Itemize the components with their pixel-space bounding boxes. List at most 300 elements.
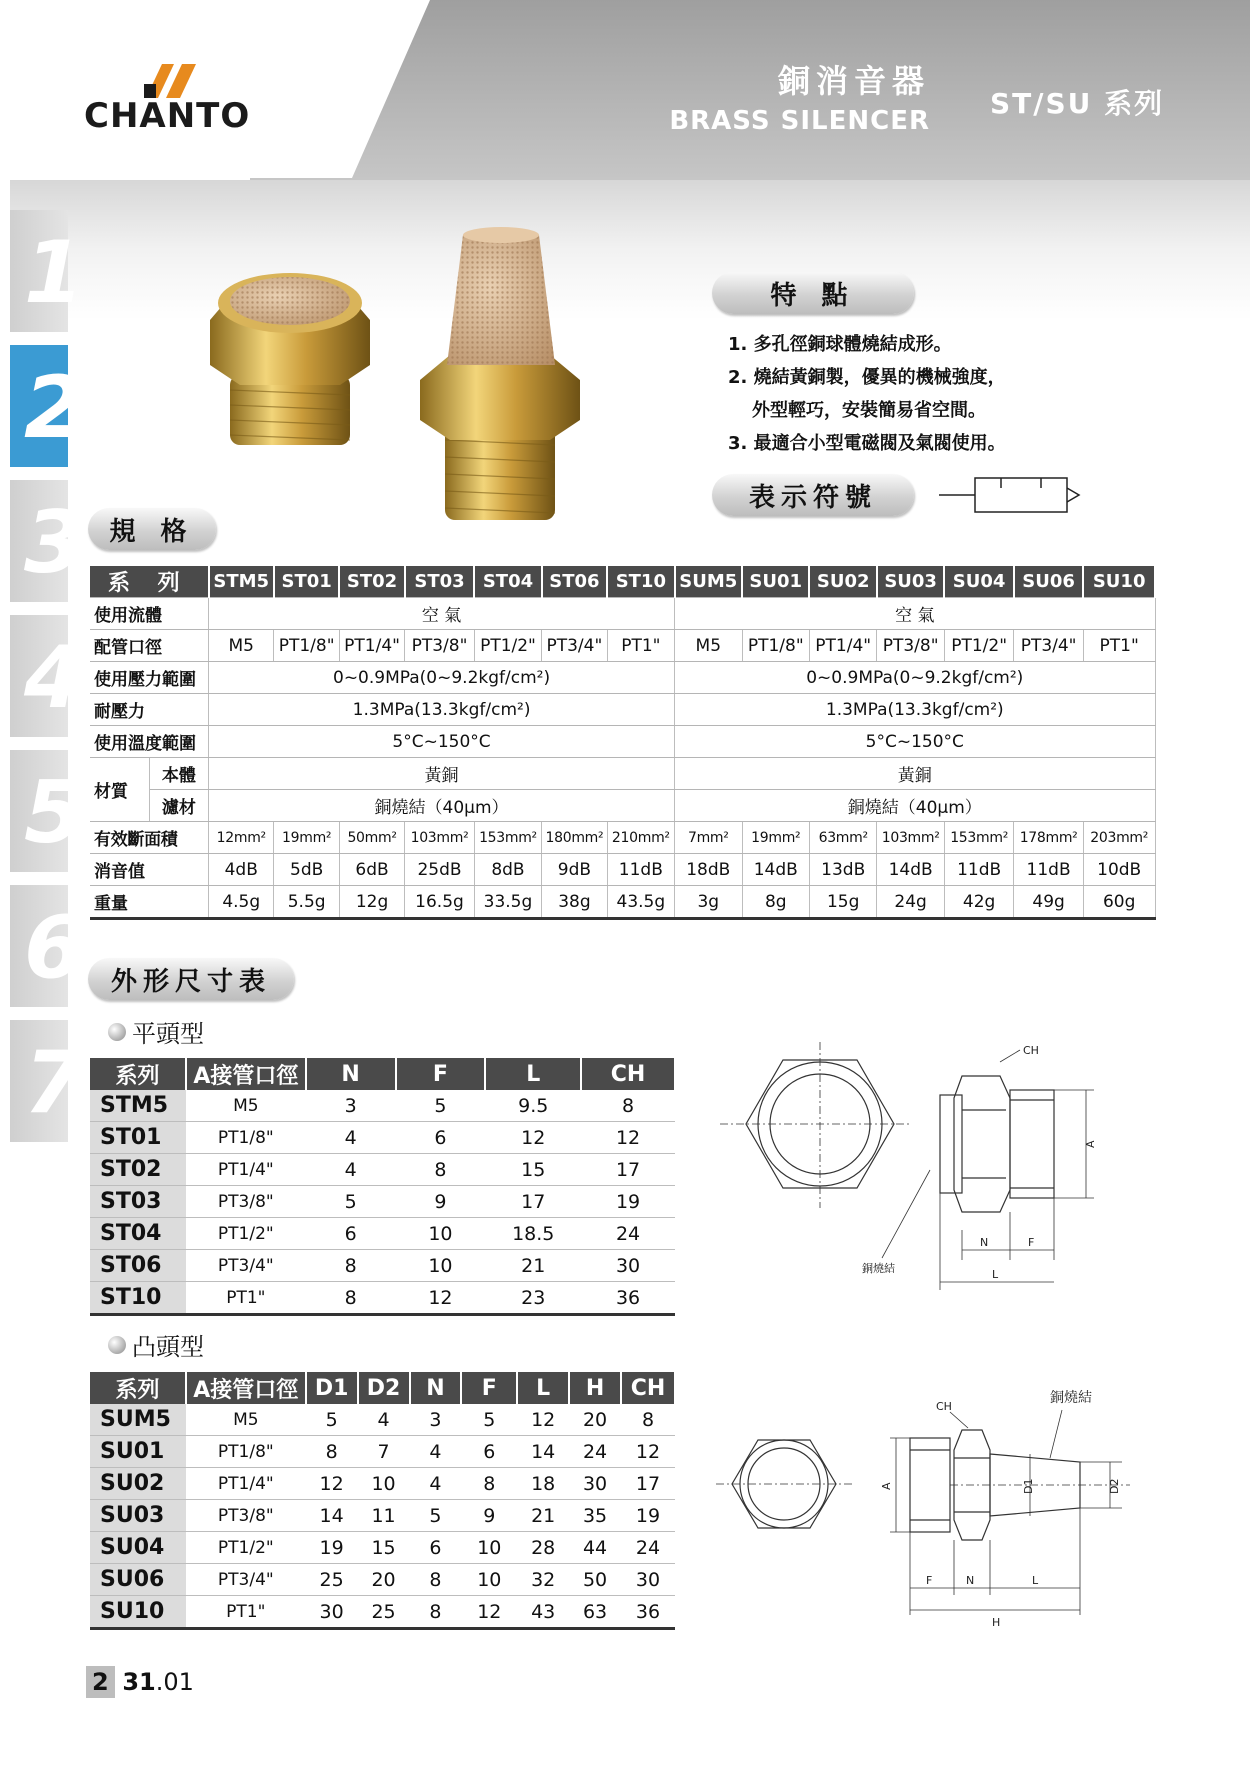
dim-cell: 17 — [621, 1468, 675, 1500]
chapter-tab-label: 6 — [24, 898, 84, 998]
dim-header: D2 — [358, 1372, 410, 1404]
drawing-label-f: F — [1028, 1236, 1035, 1249]
spec-cell: PT1" — [607, 630, 674, 662]
spec-cell: M5 — [209, 630, 274, 662]
spec-row-label: 使用溫度範圍 — [90, 726, 209, 758]
dim-cell: 6 — [306, 1218, 396, 1250]
spec-row-noise — [90, 854, 1155, 886]
spec-header-model: ST03 — [405, 566, 474, 598]
spec-cell: 11dB — [944, 854, 1013, 886]
convex-type-body — [90, 1404, 675, 1629]
spec-row-temperature — [90, 726, 1155, 758]
dim-row — [90, 1564, 675, 1596]
dim-model-cell: ST10 — [90, 1282, 186, 1315]
spec-cell: 黃銅 — [209, 758, 675, 790]
spec-cell: 50mm² — [339, 822, 404, 854]
page-number-sub: .01 — [155, 1668, 194, 1696]
chapter-tab-label: 1 — [24, 223, 84, 323]
spec-header-model: SU01 — [742, 566, 809, 598]
dim-header: F — [461, 1372, 517, 1404]
spec-header-model: ST02 — [339, 566, 404, 598]
dim-cell: PT3/4" — [186, 1564, 306, 1596]
spec-header-model: SU02 — [809, 566, 876, 598]
dim-cell: 4 — [306, 1154, 396, 1186]
spec-cell: 8g — [742, 886, 809, 919]
dim-cell: 10 — [396, 1250, 486, 1282]
spec-cell: 3g — [675, 886, 742, 919]
spec-header-model: SU04 — [944, 566, 1013, 598]
bullet-icon — [108, 1023, 126, 1041]
spec-row-label: 消音值 — [90, 854, 209, 886]
dim-header-row — [90, 1372, 675, 1404]
brand-logo-text: CHANTO — [84, 96, 251, 136]
dim-header: CH — [621, 1372, 675, 1404]
dim-header: A接管口徑 — [186, 1372, 306, 1404]
dim-cell: 4 — [306, 1122, 396, 1154]
product-photo — [195, 225, 615, 535]
dim-cell: 18 — [517, 1468, 569, 1500]
spec-cell: PT1/4" — [339, 630, 404, 662]
dim-header: H — [569, 1372, 621, 1404]
spec-cell: 11dB — [607, 854, 674, 886]
spec-cell: PT3/8" — [405, 630, 474, 662]
dim-cell: 50 — [569, 1564, 621, 1596]
dim-header: L — [485, 1058, 581, 1090]
spec-heading: 規 格 — [88, 508, 216, 550]
dim-model-cell: SU04 — [90, 1532, 186, 1564]
spec-cell: 38g — [542, 886, 607, 919]
dim-cell: 20 — [358, 1564, 410, 1596]
spec-header-model: SU10 — [1083, 566, 1155, 598]
dim-model-cell: ST06 — [90, 1250, 186, 1282]
spec-table — [90, 566, 1156, 920]
dim-cell: 3 — [410, 1404, 462, 1436]
dim-cell: 19 — [621, 1500, 675, 1532]
dim-cell: 8 — [461, 1468, 517, 1500]
dim-cell: 4 — [410, 1468, 462, 1500]
drawing-label-a: A — [880, 1482, 893, 1490]
dim-cell: 23 — [485, 1282, 581, 1315]
drawing-label-ch: CH — [1023, 1044, 1039, 1057]
dim-row — [90, 1122, 675, 1154]
spec-cell: 25dB — [405, 854, 474, 886]
chapter-tab-label: 5 — [24, 763, 84, 863]
dim-cell: 8 — [410, 1564, 462, 1596]
dim-cell: 5 — [461, 1404, 517, 1436]
dim-cell: M5 — [186, 1404, 306, 1436]
dim-header: D1 — [306, 1372, 358, 1404]
dim-cell: 36 — [621, 1596, 675, 1629]
spec-cell: 5.5g — [274, 886, 339, 919]
feature-item: 外型輕巧，安裝簡易省空間。 — [752, 400, 986, 421]
flat-type-body — [90, 1090, 675, 1315]
dim-model-cell: SU03 — [90, 1500, 186, 1532]
spec-cell: 13dB — [809, 854, 876, 886]
spec-row-sublabel: 濾材 — [149, 790, 208, 822]
dim-cell: PT1/4" — [186, 1154, 306, 1186]
dim-row — [90, 1250, 675, 1282]
convex-type-heading — [108, 1327, 204, 1362]
dim-header-row — [90, 1058, 675, 1090]
spec-row-fluid — [90, 598, 1155, 630]
spec-row-label: 重量 — [90, 886, 209, 919]
dim-row — [90, 1154, 675, 1186]
drawing-label-n: N — [980, 1236, 989, 1249]
dim-model-cell: SUM5 — [90, 1404, 186, 1436]
dim-cell: 12 — [396, 1282, 486, 1315]
dim-cell: 12 — [581, 1122, 675, 1154]
dim-cell: 14 — [306, 1500, 358, 1532]
spec-row-proof-pressure — [90, 694, 1155, 726]
spec-cell: 11dB — [1014, 854, 1083, 886]
dim-cell: 8 — [396, 1154, 486, 1186]
spec-cell: 黃銅 — [675, 758, 1155, 790]
spec-cell: PT3/4" — [1014, 630, 1083, 662]
dimensions-heading: 外形尺寸表 — [88, 958, 294, 1000]
spec-cell: 6dB — [339, 854, 404, 886]
dim-cell: 11 — [358, 1500, 410, 1532]
drawing-label-n: N — [966, 1574, 975, 1587]
page-number-main: 31 — [122, 1668, 156, 1696]
spec-cell: 19mm² — [742, 822, 809, 854]
dim-row — [90, 1186, 675, 1218]
dim-cell: 24 — [581, 1218, 675, 1250]
dim-cell: 15 — [485, 1154, 581, 1186]
dim-cell: 17 — [485, 1186, 581, 1218]
spec-cell: PT3/4" — [542, 630, 607, 662]
spec-cell: 60g — [1083, 886, 1155, 919]
spec-cell: 空 氣 — [209, 598, 675, 630]
drawing-label-sinter: 銅燒結 — [862, 1262, 895, 1275]
dim-row — [90, 1468, 675, 1500]
dim-row — [90, 1090, 675, 1122]
spec-row-label: 耐壓力 — [90, 694, 209, 726]
flat-type-drawing — [710, 1040, 1130, 1310]
spec-cell: 24g — [877, 886, 944, 919]
dim-cell: PT1/8" — [186, 1122, 306, 1154]
dim-cell: 24 — [569, 1436, 621, 1468]
spec-row-label: 材質 — [90, 758, 149, 822]
drawing-label-a: A — [1084, 1140, 1097, 1148]
spec-cell: 5°C~150°C — [675, 726, 1155, 758]
spec-cell: 18dB — [675, 854, 742, 886]
dim-cell: 20 — [569, 1404, 621, 1436]
dim-cell: 30 — [581, 1250, 675, 1282]
dim-header: 系列 — [90, 1058, 186, 1090]
spec-cell: PT1/8" — [274, 630, 339, 662]
dim-cell: 30 — [621, 1564, 675, 1596]
dim-cell: 8 — [306, 1436, 358, 1468]
dim-cell: 10 — [396, 1218, 486, 1250]
dim-cell: 8 — [306, 1250, 396, 1282]
dim-model-cell: ST02 — [90, 1154, 186, 1186]
spec-row-label: 使用壓力範圍 — [90, 662, 209, 694]
spec-cell: 空 氣 — [675, 598, 1155, 630]
feature-item: 2. 燒結黃銅製，優異的機械強度， — [728, 367, 1006, 388]
spec-cell: 42g — [944, 886, 1013, 919]
spec-cell: 153mm² — [944, 822, 1013, 854]
spec-cell: PT1/2" — [944, 630, 1013, 662]
dim-cell: 3 — [306, 1090, 396, 1122]
spec-cell: 103mm² — [877, 822, 944, 854]
chapter-tab-2[interactable] — [10, 345, 84, 467]
spec-cell: 180mm² — [542, 822, 607, 854]
spec-cell: 43.5g — [607, 886, 674, 919]
spec-cell: 5dB — [274, 854, 339, 886]
dim-row — [90, 1532, 675, 1564]
dim-model-cell: STM5 — [90, 1090, 186, 1122]
spec-cell: 103mm² — [405, 822, 474, 854]
spec-cell: 4dB — [209, 854, 274, 886]
dim-cell: PT3/8" — [186, 1186, 306, 1218]
spec-row-port — [90, 630, 1155, 662]
dim-cell: 8 — [306, 1282, 396, 1315]
spec-cell: PT3/8" — [877, 630, 944, 662]
spec-row-label: 配管口徑 — [90, 630, 209, 662]
spec-cell: PT1/4" — [809, 630, 876, 662]
page-title-chinese: 銅消音器 — [777, 62, 930, 100]
spec-cell: 14dB — [742, 854, 809, 886]
dim-cell: 8 — [581, 1090, 675, 1122]
spec-row-area — [90, 822, 1155, 854]
dim-cell: 12 — [621, 1436, 675, 1468]
spec-cell: 銅燒結（40μm） — [675, 790, 1155, 822]
dim-cell: 8 — [410, 1596, 462, 1629]
dim-cell: 14 — [517, 1436, 569, 1468]
dim-cell: 4 — [410, 1436, 462, 1468]
chanto-logo-icon — [140, 64, 200, 100]
spec-row-material-body — [90, 758, 1155, 790]
dim-model-cell: ST03 — [90, 1186, 186, 1218]
spec-cell: 63mm² — [809, 822, 876, 854]
dim-cell: 9.5 — [485, 1090, 581, 1122]
chapter-tab-4[interactable] — [10, 615, 84, 737]
features-heading: 特 點 — [712, 272, 914, 314]
dim-cell: M5 — [186, 1090, 306, 1122]
bullet-icon — [108, 1336, 126, 1354]
spec-cell: 1.3MPa(13.3kgf/cm²) — [209, 694, 675, 726]
dim-cell: 6 — [410, 1532, 462, 1564]
dim-model-cell: SU02 — [90, 1468, 186, 1500]
dim-cell: PT1/2" — [186, 1532, 306, 1564]
dim-header: F — [396, 1058, 486, 1090]
dim-cell: PT1" — [186, 1596, 306, 1629]
chapter-tab-7[interactable] — [10, 1020, 84, 1142]
dim-cell: 8 — [621, 1404, 675, 1436]
dim-cell: 10 — [461, 1532, 517, 1564]
drawing-label-h: H — [992, 1616, 1001, 1629]
spec-header-model: ST04 — [474, 566, 541, 598]
dim-cell: 4 — [358, 1404, 410, 1436]
chapter-tab-6[interactable] — [10, 885, 84, 1007]
drawing-label-d2: D2 — [1108, 1478, 1121, 1494]
chapter-tab-5[interactable] — [10, 750, 84, 872]
spec-cell: 10dB — [1083, 854, 1155, 886]
drawing-label-f: F — [926, 1574, 933, 1587]
spec-cell: 153mm² — [474, 822, 541, 854]
feature-item: 1. 多孔徑銅球體燒結成形。 — [728, 334, 952, 355]
dim-cell: 15 — [358, 1532, 410, 1564]
dim-header: CH — [581, 1058, 675, 1090]
spec-header-model: SU06 — [1014, 566, 1083, 598]
dim-cell: 25 — [306, 1564, 358, 1596]
spec-cell: 16.5g — [405, 886, 474, 919]
convex-type-table — [90, 1372, 676, 1630]
dim-cell: 21 — [517, 1500, 569, 1532]
spec-cell: PT1/8" — [742, 630, 809, 662]
spec-header-model: SUM5 — [675, 566, 742, 598]
dim-cell: 12 — [517, 1404, 569, 1436]
dim-model-cell: ST01 — [90, 1122, 186, 1154]
spec-cell: 1.3MPa(13.3kgf/cm²) — [675, 694, 1155, 726]
dim-cell: 10 — [358, 1468, 410, 1500]
spec-header-model: ST10 — [607, 566, 674, 598]
drawing-label-ch: CH — [936, 1400, 952, 1413]
spec-header-model: ST01 — [274, 566, 339, 598]
symbol-heading: 表示符號 — [712, 474, 914, 516]
dim-row — [90, 1282, 675, 1315]
spec-header-model: ST06 — [542, 566, 607, 598]
feature-item: 3. 最適合小型電磁閥及氣閥使用。 — [728, 433, 1006, 454]
dim-cell: 32 — [517, 1564, 569, 1596]
dim-cell: 12 — [485, 1122, 581, 1154]
features-list — [728, 328, 1006, 460]
dim-cell: 30 — [306, 1596, 358, 1629]
dim-cell: 43 — [517, 1596, 569, 1629]
spec-cell: 7mm² — [675, 822, 742, 854]
spec-row-sublabel: 本體 — [149, 758, 208, 790]
dim-model-cell: SU06 — [90, 1564, 186, 1596]
spec-cell: 12mm² — [209, 822, 274, 854]
dim-cell: 18.5 — [485, 1218, 581, 1250]
spec-cell: 銅燒結（40μm） — [209, 790, 675, 822]
spec-cell: 14dB — [877, 854, 944, 886]
chapter-tab-label: 4 — [24, 628, 84, 728]
dim-cell: 30 — [569, 1468, 621, 1500]
convex-type-drawing — [710, 1370, 1180, 1640]
spec-header-model: STM5 — [209, 566, 274, 598]
spec-header-row — [90, 566, 1155, 598]
spec-cell: 5°C~150°C — [209, 726, 675, 758]
flat-type-table — [90, 1058, 676, 1316]
dim-cell: 17 — [581, 1154, 675, 1186]
dim-cell: 5 — [410, 1500, 462, 1532]
spec-row-material-filter — [90, 790, 1155, 822]
drawing-label-sinter: 銅燒結 — [1050, 1390, 1092, 1406]
dim-header: 系列 — [90, 1372, 186, 1404]
dim-cell: 6 — [461, 1436, 517, 1468]
spec-cell: 9dB — [542, 854, 607, 886]
spec-cell: 8dB — [474, 854, 541, 886]
dim-cell: 5 — [306, 1186, 396, 1218]
dim-row — [90, 1596, 675, 1629]
dim-cell: 9 — [396, 1186, 486, 1218]
dim-cell: 12 — [461, 1596, 517, 1629]
dim-cell: PT1/8" — [186, 1436, 306, 1468]
dim-cell: 44 — [569, 1532, 621, 1564]
spec-row-weight — [90, 886, 1155, 919]
dim-header: N — [410, 1372, 462, 1404]
spec-row-label: 有效斷面積 — [90, 822, 209, 854]
chapter-tab-label: 7 — [24, 1033, 84, 1133]
dim-model-cell: ST04 — [90, 1218, 186, 1250]
drawing-label-d1: D1 — [1022, 1478, 1035, 1494]
silencer-symbol-icon — [935, 472, 1085, 518]
dim-cell: 35 — [569, 1500, 621, 1532]
page-number — [86, 1666, 194, 1698]
dim-row — [90, 1218, 675, 1250]
spec-cell: 203mm² — [1083, 822, 1155, 854]
dim-model-cell: SU01 — [90, 1436, 186, 1468]
dim-cell: 28 — [517, 1532, 569, 1564]
spec-header-model: SU03 — [877, 566, 944, 598]
dim-header: A接管口徑 — [186, 1058, 306, 1090]
page-title-english: BRASS SILENCER — [669, 106, 930, 136]
dim-cell: PT3/8" — [186, 1500, 306, 1532]
dim-model-cell: SU10 — [90, 1596, 186, 1629]
dim-cell: 5 — [396, 1090, 486, 1122]
flat-type-heading — [108, 1014, 204, 1049]
drawing-label-l: L — [992, 1268, 999, 1281]
dim-cell: PT1" — [186, 1282, 306, 1315]
spec-cell: 49g — [1014, 886, 1083, 919]
dim-cell: 9 — [461, 1500, 517, 1532]
dim-row — [90, 1404, 675, 1436]
flat-type-title: 平頭型 — [132, 1020, 204, 1048]
spec-header-series: 系 列 — [90, 566, 209, 598]
spec-row-pressure — [90, 662, 1155, 694]
spec-cell: 210mm² — [607, 822, 674, 854]
dim-cell: PT3/4" — [186, 1250, 306, 1282]
page-chapter-box: 2 — [86, 1666, 115, 1698]
dim-cell: 21 — [485, 1250, 581, 1282]
dim-cell: 24 — [621, 1532, 675, 1564]
dim-cell: 36 — [581, 1282, 675, 1315]
chapter-tab-1[interactable] — [10, 210, 84, 332]
dim-cell: 10 — [461, 1564, 517, 1596]
spec-cell: 178mm² — [1014, 822, 1083, 854]
series-title: ST/SU 系列 — [990, 87, 1165, 120]
dim-cell: 5 — [306, 1404, 358, 1436]
chapter-tab-3[interactable] — [10, 480, 84, 602]
spec-cell: 12g — [339, 886, 404, 919]
dim-cell: 25 — [358, 1596, 410, 1629]
dim-cell: 19 — [581, 1186, 675, 1218]
dim-row — [90, 1500, 675, 1532]
dim-header: L — [517, 1372, 569, 1404]
spec-cell: 19mm² — [274, 822, 339, 854]
spec-cell: 4.5g — [209, 886, 274, 919]
spec-cell: M5 — [675, 630, 742, 662]
spec-cell: PT1" — [1083, 630, 1155, 662]
dim-header: N — [306, 1058, 396, 1090]
spec-cell: 0~0.9MPa(0~9.2kgf/cm²) — [209, 662, 675, 694]
chapter-tab-label: 2 — [24, 358, 84, 458]
dim-cell: 12 — [306, 1468, 358, 1500]
dim-row — [90, 1436, 675, 1468]
spec-cell: 15g — [809, 886, 876, 919]
convex-type-title: 凸頭型 — [132, 1333, 204, 1361]
spec-cell: 33.5g — [474, 886, 541, 919]
drawing-label-l: L — [1032, 1574, 1039, 1587]
dim-cell: PT1/2" — [186, 1218, 306, 1250]
spec-cell: PT1/2" — [474, 630, 541, 662]
dim-cell: 7 — [358, 1436, 410, 1468]
dim-cell: 19 — [306, 1532, 358, 1564]
chapter-tab-label: 3 — [24, 493, 84, 593]
dim-cell: PT1/4" — [186, 1468, 306, 1500]
dim-cell: 6 — [396, 1122, 486, 1154]
